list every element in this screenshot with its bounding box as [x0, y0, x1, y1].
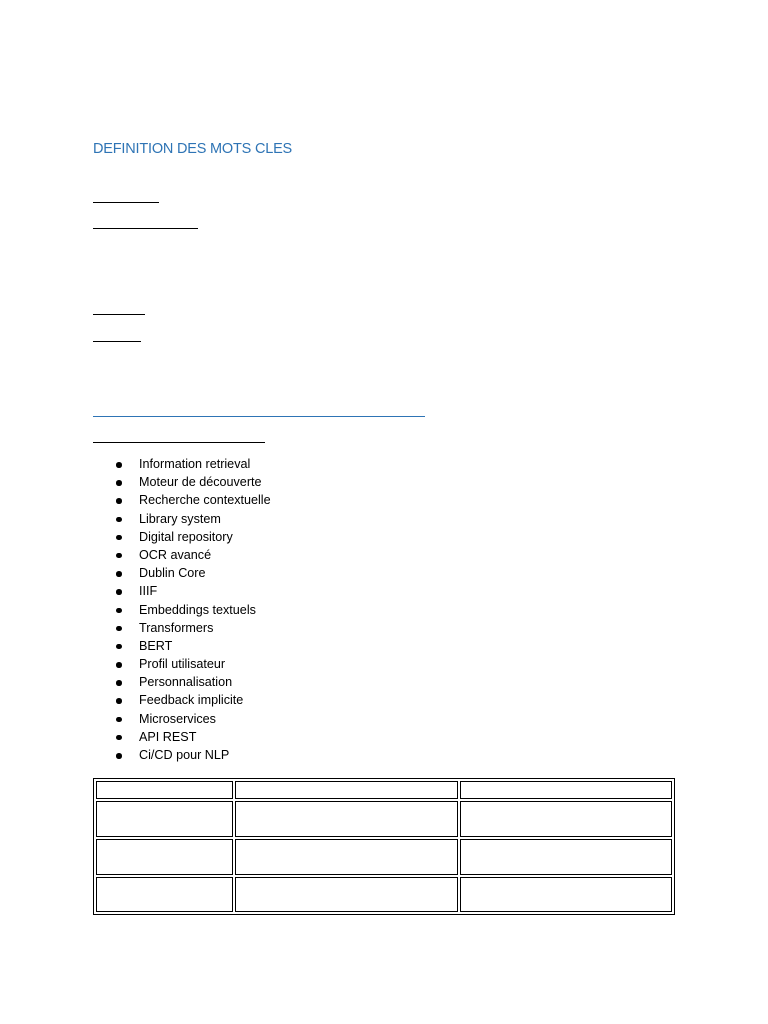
keyword-text: Recherche contextuelle	[139, 493, 271, 508]
keyword-text: Dublin Core	[139, 566, 206, 581]
keyword-list	[93, 455, 271, 764]
bullet-icon	[116, 480, 122, 486]
bullet-icon	[116, 517, 122, 523]
table-row	[96, 781, 672, 799]
table-cell	[235, 801, 459, 837]
blank-underline-2	[93, 228, 198, 229]
list-item	[93, 473, 271, 491]
list-item	[93, 491, 271, 509]
list-item	[93, 637, 271, 655]
list-item	[93, 546, 271, 564]
blank-underline-1	[93, 202, 159, 203]
keyword-text: Transformers	[139, 620, 214, 635]
list-item	[93, 510, 271, 528]
list-item	[93, 601, 271, 619]
bullet-icon	[116, 717, 122, 723]
table-cell	[460, 839, 672, 875]
blank-underline-3	[93, 314, 145, 315]
table-row	[96, 877, 672, 912]
keyword-text: BERT	[139, 638, 173, 653]
list-item	[93, 582, 271, 600]
table-row	[96, 801, 672, 837]
keyword-text: Personnalisation	[139, 675, 233, 690]
bullet-icon	[116, 571, 122, 577]
list-item	[93, 619, 271, 637]
bullet-icon	[116, 680, 122, 686]
list-item	[93, 655, 271, 673]
bullet-icon	[116, 698, 122, 704]
list-item	[93, 728, 271, 746]
table-cell	[460, 781, 672, 799]
blank-underline-4	[93, 341, 141, 342]
bullet-icon	[116, 644, 122, 650]
keyword-text: Information retrieval	[139, 457, 251, 471]
table-cell	[96, 801, 233, 837]
keyword-text: Profil utilisateur	[139, 657, 226, 672]
keyword-text: Embeddings textuels	[139, 602, 256, 617]
list-item	[93, 710, 271, 728]
table-row	[96, 839, 672, 875]
bullet-icon	[116, 626, 122, 632]
list-item	[93, 528, 271, 546]
keyword-text: Moteur de découverte	[139, 475, 262, 490]
table-cell	[96, 839, 233, 875]
keyword-text: Feedback implicite	[139, 693, 244, 708]
blank-underline-5	[93, 442, 265, 443]
list-item	[93, 673, 271, 691]
bullet-icon	[116, 535, 122, 541]
table-cell	[235, 877, 459, 912]
keyword-text: Library system	[139, 511, 221, 526]
list-item	[93, 564, 271, 582]
list-item	[93, 691, 271, 709]
empty-table-body	[96, 781, 672, 912]
table-cell	[235, 781, 459, 799]
bullet-icon	[116, 462, 122, 468]
bullet-icon	[116, 553, 122, 559]
bullet-icon	[116, 662, 122, 668]
blank-link-underline	[93, 416, 425, 417]
keyword-text: Digital repository	[139, 529, 233, 544]
section-heading: DEFINITION DES MOTS CLES	[93, 141, 293, 157]
bullet-icon	[116, 735, 122, 741]
table-cell	[460, 801, 672, 837]
table-cell	[235, 839, 459, 875]
list-item	[93, 455, 271, 473]
bullet-icon	[116, 589, 122, 595]
table-cell	[460, 877, 672, 912]
keyword-text: OCR avancé	[139, 547, 212, 562]
list-item	[93, 746, 271, 764]
bullet-icon	[116, 608, 122, 614]
keyword-text: API REST	[139, 729, 197, 744]
table-cell	[96, 877, 233, 912]
empty-table	[93, 778, 675, 915]
bullet-icon	[116, 498, 122, 504]
bullet-icon	[116, 753, 122, 759]
table-cell	[96, 781, 233, 799]
keyword-text: IIIF	[139, 584, 158, 599]
keyword-text: Microservices	[139, 711, 216, 726]
keyword-text: Ci/CD pour NLP	[139, 748, 230, 762]
